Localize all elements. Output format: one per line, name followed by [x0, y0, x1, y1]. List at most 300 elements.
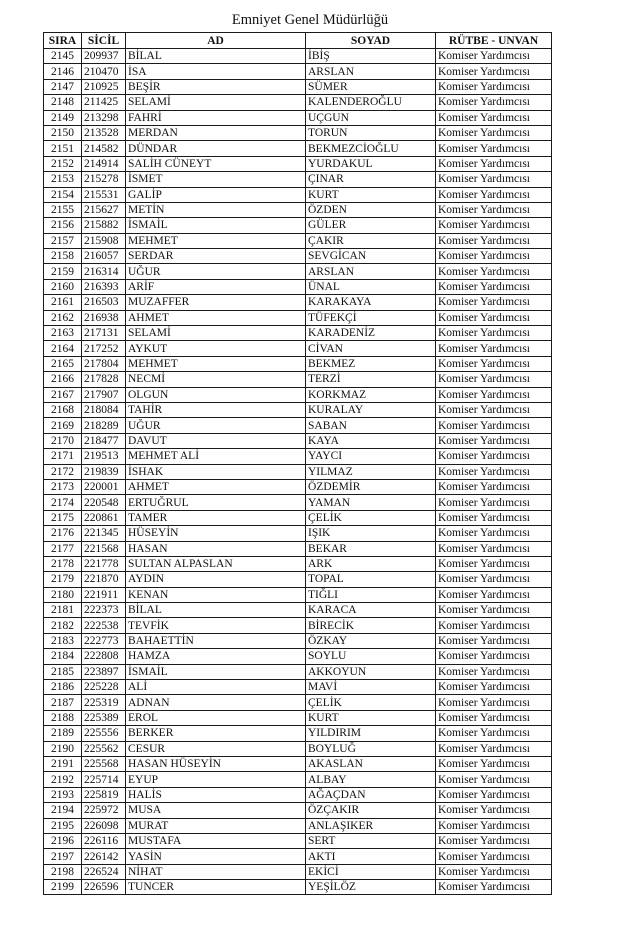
cell-rutbe-unvan: Komiser Yardımcısı	[436, 680, 552, 695]
cell-soyad: YAYCI	[306, 449, 436, 464]
cell-rutbe-unvan: Komiser Yardımcısı	[436, 49, 552, 64]
cell-ad: AHMET	[126, 310, 306, 325]
cell-rutbe-unvan: Komiser Yardımcısı	[436, 402, 552, 417]
cell-sicil: 221911	[82, 587, 126, 602]
cell-sira: 2194	[44, 803, 82, 818]
cell-sira: 2174	[44, 495, 82, 510]
cell-soyad: BEKMEZ	[306, 356, 436, 371]
cell-rutbe-unvan: Komiser Yardımcısı	[436, 279, 552, 294]
cell-sicil: 221778	[82, 556, 126, 571]
cell-sicil: 219513	[82, 449, 126, 464]
cell-sira: 2159	[44, 264, 82, 279]
cell-soyad: KORKMAZ	[306, 387, 436, 402]
cell-sira: 2158	[44, 249, 82, 264]
cell-sicil: 215908	[82, 233, 126, 248]
table-row	[44, 495, 552, 510]
cell-rutbe-unvan: Komiser Yardımcısı	[436, 603, 552, 618]
table-row	[44, 587, 552, 602]
table-row	[44, 64, 552, 79]
table-row	[44, 387, 552, 402]
cell-soyad: ÖZDEMİR	[306, 479, 436, 494]
cell-sira: 2169	[44, 418, 82, 433]
cell-ad: SALİH CÜNEYT	[126, 156, 306, 171]
cell-soyad: YEŞİLÖZ	[306, 880, 436, 895]
cell-rutbe-unvan: Komiser Yardımcısı	[436, 864, 552, 879]
cell-rutbe-unvan: Komiser Yardımcısı	[436, 772, 552, 787]
cell-soyad: YURDAKUL	[306, 156, 436, 171]
cell-ad: EROL	[126, 710, 306, 725]
cell-sicil: 222773	[82, 633, 126, 648]
cell-sira: 2181	[44, 603, 82, 618]
cell-soyad: ÇAKIR	[306, 233, 436, 248]
cell-soyad: KARADENİZ	[306, 326, 436, 341]
cell-ad: KENAN	[126, 587, 306, 602]
cell-rutbe-unvan: Komiser Yardımcısı	[436, 479, 552, 494]
cell-ad: İSMAİL	[126, 218, 306, 233]
cell-sicil: 217131	[82, 326, 126, 341]
cell-soyad: YILDIRIM	[306, 726, 436, 741]
cell-soyad: YAMAN	[306, 495, 436, 510]
table-row	[44, 649, 552, 664]
cell-rutbe-unvan: Komiser Yardımcısı	[436, 695, 552, 710]
cell-rutbe-unvan: Komiser Yardımcısı	[436, 633, 552, 648]
cell-sira: 2153	[44, 172, 82, 187]
cell-rutbe-unvan: Komiser Yardımcısı	[436, 341, 552, 356]
cell-sicil: 222808	[82, 649, 126, 664]
table-row	[44, 618, 552, 633]
cell-ad: ERTUĞRUL	[126, 495, 306, 510]
cell-rutbe-unvan: Komiser Yardımcısı	[436, 233, 552, 248]
cell-rutbe-unvan: Komiser Yardımcısı	[436, 79, 552, 94]
cell-soyad: KURALAY	[306, 402, 436, 417]
cell-rutbe-unvan: Komiser Yardımcısı	[436, 787, 552, 802]
cell-ad: NECMİ	[126, 372, 306, 387]
cell-sira: 2186	[44, 680, 82, 695]
cell-sicil: 226142	[82, 849, 126, 864]
table-row	[44, 726, 552, 741]
document-title: Emniyet Genel Müdürlüğü	[231, 12, 389, 28]
cell-sicil: 225972	[82, 803, 126, 818]
cell-soyad: ÖZDEN	[306, 202, 436, 217]
cell-ad: MEHMET	[126, 356, 306, 371]
cell-ad: NİHAT	[126, 864, 306, 879]
table-row	[44, 95, 552, 110]
cell-ad: ALİ	[126, 680, 306, 695]
cell-rutbe-unvan: Komiser Yardımcısı	[436, 449, 552, 464]
cell-sicil: 221568	[82, 541, 126, 556]
cell-ad: HALİS	[126, 787, 306, 802]
cell-sicil: 218477	[82, 433, 126, 448]
table-row	[44, 233, 552, 248]
cell-sicil: 210925	[82, 79, 126, 94]
cell-rutbe-unvan: Komiser Yardımcısı	[436, 249, 552, 264]
cell-sicil: 217804	[82, 356, 126, 371]
cell-sicil: 226098	[82, 818, 126, 833]
cell-sicil: 225714	[82, 772, 126, 787]
cell-ad: MEHMET ALİ	[126, 449, 306, 464]
cell-sira: 2193	[44, 787, 82, 802]
cell-rutbe-unvan: Komiser Yardımcısı	[436, 172, 552, 187]
cell-rutbe-unvan: Komiser Yardımcısı	[436, 64, 552, 79]
cell-soyad: KURT	[306, 710, 436, 725]
table-row	[44, 756, 552, 771]
cell-soyad: TÜFEKÇİ	[306, 310, 436, 325]
cell-rutbe-unvan: Komiser Yardımcısı	[436, 618, 552, 633]
cell-sicil: 218289	[82, 418, 126, 433]
cell-sicil: 222538	[82, 618, 126, 633]
cell-soyad: MAVİ	[306, 680, 436, 695]
cell-soyad: AKASLAN	[306, 756, 436, 771]
cell-soyad: SERT	[306, 833, 436, 848]
cell-soyad: TERZİ	[306, 372, 436, 387]
cell-rutbe-unvan: Komiser Yardımcısı	[436, 125, 552, 140]
header-ad: AD	[126, 33, 306, 49]
cell-soyad: SOYLU	[306, 649, 436, 664]
table-row	[44, 449, 552, 464]
cell-sicil: 216057	[82, 249, 126, 264]
cell-sira: 2197	[44, 849, 82, 864]
cell-rutbe-unvan: Komiser Yardımcısı	[436, 433, 552, 448]
cell-rutbe-unvan: Komiser Yardımcısı	[436, 495, 552, 510]
cell-sicil: 213528	[82, 125, 126, 140]
table-row	[44, 479, 552, 494]
cell-rutbe-unvan: Komiser Yardımcısı	[436, 356, 552, 371]
cell-soyad: BİRECİK	[306, 618, 436, 633]
cell-sira: 2145	[44, 49, 82, 64]
cell-sicil: 220548	[82, 495, 126, 510]
cell-ad: OLGUN	[126, 387, 306, 402]
header-rutbe-unvan: RÜTBE - UNVAN	[436, 33, 552, 49]
cell-sicil: 215278	[82, 172, 126, 187]
cell-sicil: 213298	[82, 110, 126, 125]
cell-sira: 2195	[44, 818, 82, 833]
cell-rutbe-unvan: Komiser Yardımcısı	[436, 95, 552, 110]
table-row	[44, 741, 552, 756]
table-row	[44, 79, 552, 94]
cell-sicil: 215531	[82, 187, 126, 202]
table-row	[44, 572, 552, 587]
cell-sicil: 216393	[82, 279, 126, 294]
cell-rutbe-unvan: Komiser Yardımcısı	[436, 110, 552, 125]
cell-rutbe-unvan: Komiser Yardımcısı	[436, 541, 552, 556]
cell-sira: 2189	[44, 726, 82, 741]
cell-soyad: ÇINAR	[306, 172, 436, 187]
header-row	[44, 33, 552, 49]
cell-ad: MERDAN	[126, 125, 306, 140]
cell-rutbe-unvan: Komiser Yardımcısı	[436, 510, 552, 525]
cell-rutbe-unvan: Komiser Yardımcısı	[436, 526, 552, 541]
cell-sira: 2146	[44, 64, 82, 79]
table-row	[44, 849, 552, 864]
cell-ad: BEŞİR	[126, 79, 306, 94]
cell-ad: MUZAFFER	[126, 295, 306, 310]
cell-sira: 2151	[44, 141, 82, 156]
cell-sicil: 220001	[82, 479, 126, 494]
cell-sira: 2154	[44, 187, 82, 202]
cell-sira: 2155	[44, 202, 82, 217]
cell-sira: 2162	[44, 310, 82, 325]
cell-sira: 2156	[44, 218, 82, 233]
cell-sira: 2147	[44, 79, 82, 94]
cell-sicil: 214914	[82, 156, 126, 171]
cell-sira: 2198	[44, 864, 82, 879]
table-row	[44, 279, 552, 294]
cell-sicil: 226596	[82, 880, 126, 895]
cell-sicil: 218084	[82, 402, 126, 417]
cell-sira: 2176	[44, 526, 82, 541]
cell-soyad: KARACA	[306, 603, 436, 618]
cell-sira: 2149	[44, 110, 82, 125]
table-row	[44, 402, 552, 417]
cell-ad: SELAMİ	[126, 326, 306, 341]
cell-ad: HASAN HÜSEYİN	[126, 756, 306, 771]
cell-soyad: TIĞLI	[306, 587, 436, 602]
table-row	[44, 249, 552, 264]
cell-sicil: 219839	[82, 464, 126, 479]
cell-rutbe-unvan: Komiser Yardımcısı	[436, 833, 552, 848]
cell-sira: 2160	[44, 279, 82, 294]
cell-sira: 2182	[44, 618, 82, 633]
cell-sira: 2177	[44, 541, 82, 556]
table-row	[44, 156, 552, 171]
table-row	[44, 49, 552, 64]
cell-ad: METİN	[126, 202, 306, 217]
cell-soyad: CİVAN	[306, 341, 436, 356]
cell-soyad: KARAKAYA	[306, 295, 436, 310]
cell-rutbe-unvan: Komiser Yardımcısı	[436, 756, 552, 771]
cell-rutbe-unvan: Komiser Yardımcısı	[436, 156, 552, 171]
cell-ad: UĞUR	[126, 264, 306, 279]
cell-rutbe-unvan: Komiser Yardımcısı	[436, 464, 552, 479]
cell-sira: 2170	[44, 433, 82, 448]
cell-ad: FAHRİ	[126, 110, 306, 125]
cell-ad: İSMET	[126, 172, 306, 187]
cell-sira: 2168	[44, 402, 82, 417]
cell-rutbe-unvan: Komiser Yardımcısı	[436, 372, 552, 387]
cell-sicil: 226524	[82, 864, 126, 879]
table-row	[44, 264, 552, 279]
cell-sicil: 217907	[82, 387, 126, 402]
cell-sira: 2183	[44, 633, 82, 648]
cell-sira: 2196	[44, 833, 82, 848]
cell-sira: 2179	[44, 572, 82, 587]
cell-ad: DAVUT	[126, 433, 306, 448]
cell-soyad: KALENDEROĞLU	[306, 95, 436, 110]
cell-sicil: 214582	[82, 141, 126, 156]
cell-rutbe-unvan: Komiser Yardımcısı	[436, 664, 552, 679]
cell-soyad: TOPAL	[306, 572, 436, 587]
table-row	[44, 710, 552, 725]
table-body	[44, 49, 552, 895]
cell-sicil: 225819	[82, 787, 126, 802]
cell-sicil: 221345	[82, 526, 126, 541]
cell-sira: 2171	[44, 449, 82, 464]
cell-ad: CESUR	[126, 741, 306, 756]
cell-ad: SULTAN ALPASLAN	[126, 556, 306, 571]
cell-ad: GALİP	[126, 187, 306, 202]
cell-ad: SERDAR	[126, 249, 306, 264]
cell-sicil: 220861	[82, 510, 126, 525]
table-row	[44, 202, 552, 217]
cell-rutbe-unvan: Komiser Yardımcısı	[436, 649, 552, 664]
cell-ad: SELAMİ	[126, 95, 306, 110]
cell-sira: 2178	[44, 556, 82, 571]
cell-ad: HASAN	[126, 541, 306, 556]
table-row	[44, 464, 552, 479]
cell-ad: AYDIN	[126, 572, 306, 587]
cell-sicil: 216503	[82, 295, 126, 310]
cell-ad: İSA	[126, 64, 306, 79]
cell-sira: 2192	[44, 772, 82, 787]
header-sicil: SİCİL	[82, 33, 126, 49]
cell-soyad: KAYA	[306, 433, 436, 448]
table-row	[44, 556, 552, 571]
cell-sira: 2164	[44, 341, 82, 356]
cell-sira: 2172	[44, 464, 82, 479]
cell-sira: 2152	[44, 156, 82, 171]
cell-rutbe-unvan: Komiser Yardımcısı	[436, 326, 552, 341]
cell-soyad: ALBAY	[306, 772, 436, 787]
cell-sira: 2185	[44, 664, 82, 679]
cell-rutbe-unvan: Komiser Yardımcısı	[436, 556, 552, 571]
cell-sira: 2165	[44, 356, 82, 371]
cell-sira: 2148	[44, 95, 82, 110]
cell-ad: MUSTAFA	[126, 833, 306, 848]
cell-sira: 2190	[44, 741, 82, 756]
table-row	[44, 372, 552, 387]
table-row	[44, 141, 552, 156]
cell-rutbe-unvan: Komiser Yardımcısı	[436, 803, 552, 818]
cell-sicil: 222373	[82, 603, 126, 618]
cell-sicil: 225562	[82, 741, 126, 756]
cell-sicil: 225228	[82, 680, 126, 695]
table-row	[44, 803, 552, 818]
cell-soyad: BEKAR	[306, 541, 436, 556]
cell-rutbe-unvan: Komiser Yardımcısı	[436, 418, 552, 433]
cell-rutbe-unvan: Komiser Yardımcısı	[436, 264, 552, 279]
cell-ad: UĞUR	[126, 418, 306, 433]
cell-soyad: GÜLER	[306, 218, 436, 233]
cell-sira: 2175	[44, 510, 82, 525]
cell-soyad: ÜNAL	[306, 279, 436, 294]
cell-soyad: YILMAZ	[306, 464, 436, 479]
table-row	[44, 603, 552, 618]
cell-soyad: AĞAÇDAN	[306, 787, 436, 802]
cell-sira: 2157	[44, 233, 82, 248]
table-row	[44, 633, 552, 648]
cell-sicil: 215627	[82, 202, 126, 217]
cell-ad: DÜNDAR	[126, 141, 306, 156]
table-row	[44, 818, 552, 833]
cell-rutbe-unvan: Komiser Yardımcısı	[436, 387, 552, 402]
cell-rutbe-unvan: Komiser Yardımcısı	[436, 187, 552, 202]
cell-ad: HÜSEYİN	[126, 526, 306, 541]
cell-sicil: 209937	[82, 49, 126, 64]
cell-rutbe-unvan: Komiser Yardımcısı	[436, 218, 552, 233]
cell-ad: MUSA	[126, 803, 306, 818]
cell-rutbe-unvan: Komiser Yardımcısı	[436, 310, 552, 325]
cell-soyad: SABAN	[306, 418, 436, 433]
cell-ad: BAHAETTİN	[126, 633, 306, 648]
cell-soyad: BEKMEZCİOĞLU	[306, 141, 436, 156]
cell-rutbe-unvan: Komiser Yardımcısı	[436, 726, 552, 741]
table-row	[44, 526, 552, 541]
table-row	[44, 356, 552, 371]
cell-soyad: SÜMER	[306, 79, 436, 94]
cell-ad: AHMET	[126, 479, 306, 494]
cell-sicil: 226116	[82, 833, 126, 848]
cell-sicil: 225556	[82, 726, 126, 741]
table-row	[44, 433, 552, 448]
cell-ad: İSHAK	[126, 464, 306, 479]
cell-soyad: ÇELİK	[306, 510, 436, 525]
table-row	[44, 541, 552, 556]
cell-sira: 2180	[44, 587, 82, 602]
cell-ad: EYUP	[126, 772, 306, 787]
cell-ad: YASİN	[126, 849, 306, 864]
cell-soyad: TORUN	[306, 125, 436, 140]
table-row	[44, 187, 552, 202]
cell-rutbe-unvan: Komiser Yardımcısı	[436, 141, 552, 156]
cell-ad: İSMAİL	[126, 664, 306, 679]
cell-sicil: 221870	[82, 572, 126, 587]
cell-soyad: ARSLAN	[306, 64, 436, 79]
cell-sicil: 223897	[82, 664, 126, 679]
cell-sicil: 217252	[82, 341, 126, 356]
cell-sira: 2167	[44, 387, 82, 402]
cell-soyad: ÇELİK	[306, 695, 436, 710]
cell-ad: ARİF	[126, 279, 306, 294]
cell-ad: MEHMET	[126, 233, 306, 248]
cell-ad: MURAT	[126, 818, 306, 833]
table-row	[44, 680, 552, 695]
cell-ad: TUNCER	[126, 880, 306, 895]
cell-sira: 2184	[44, 649, 82, 664]
cell-sira: 2150	[44, 125, 82, 140]
cell-rutbe-unvan: Komiser Yardımcısı	[436, 741, 552, 756]
table-row	[44, 326, 552, 341]
cell-sira: 2191	[44, 756, 82, 771]
cell-soyad: UÇGUN	[306, 110, 436, 125]
cell-soyad: ÖZÇAKIR	[306, 803, 436, 818]
table-row	[44, 218, 552, 233]
personnel-table	[43, 32, 552, 895]
cell-sira: 2188	[44, 710, 82, 725]
cell-sira: 2187	[44, 695, 82, 710]
cell-ad: BERKER	[126, 726, 306, 741]
table-row	[44, 510, 552, 525]
table-row	[44, 695, 552, 710]
table-row	[44, 880, 552, 895]
cell-sicil: 225319	[82, 695, 126, 710]
cell-sicil: 211425	[82, 95, 126, 110]
cell-rutbe-unvan: Komiser Yardımcısı	[436, 572, 552, 587]
cell-ad: TAMER	[126, 510, 306, 525]
table-row	[44, 664, 552, 679]
cell-ad: AYKUT	[126, 341, 306, 356]
cell-sicil: 216938	[82, 310, 126, 325]
table-row	[44, 172, 552, 187]
cell-rutbe-unvan: Komiser Yardımcısı	[436, 710, 552, 725]
cell-ad: ADNAN	[126, 695, 306, 710]
table-row	[44, 295, 552, 310]
cell-soyad: İBİŞ	[306, 49, 436, 64]
cell-rutbe-unvan: Komiser Yardımcısı	[436, 295, 552, 310]
cell-rutbe-unvan: Komiser Yardımcısı	[436, 202, 552, 217]
cell-ad: TAHİR	[126, 402, 306, 417]
cell-soyad: KURT	[306, 187, 436, 202]
cell-sicil: 225389	[82, 710, 126, 725]
